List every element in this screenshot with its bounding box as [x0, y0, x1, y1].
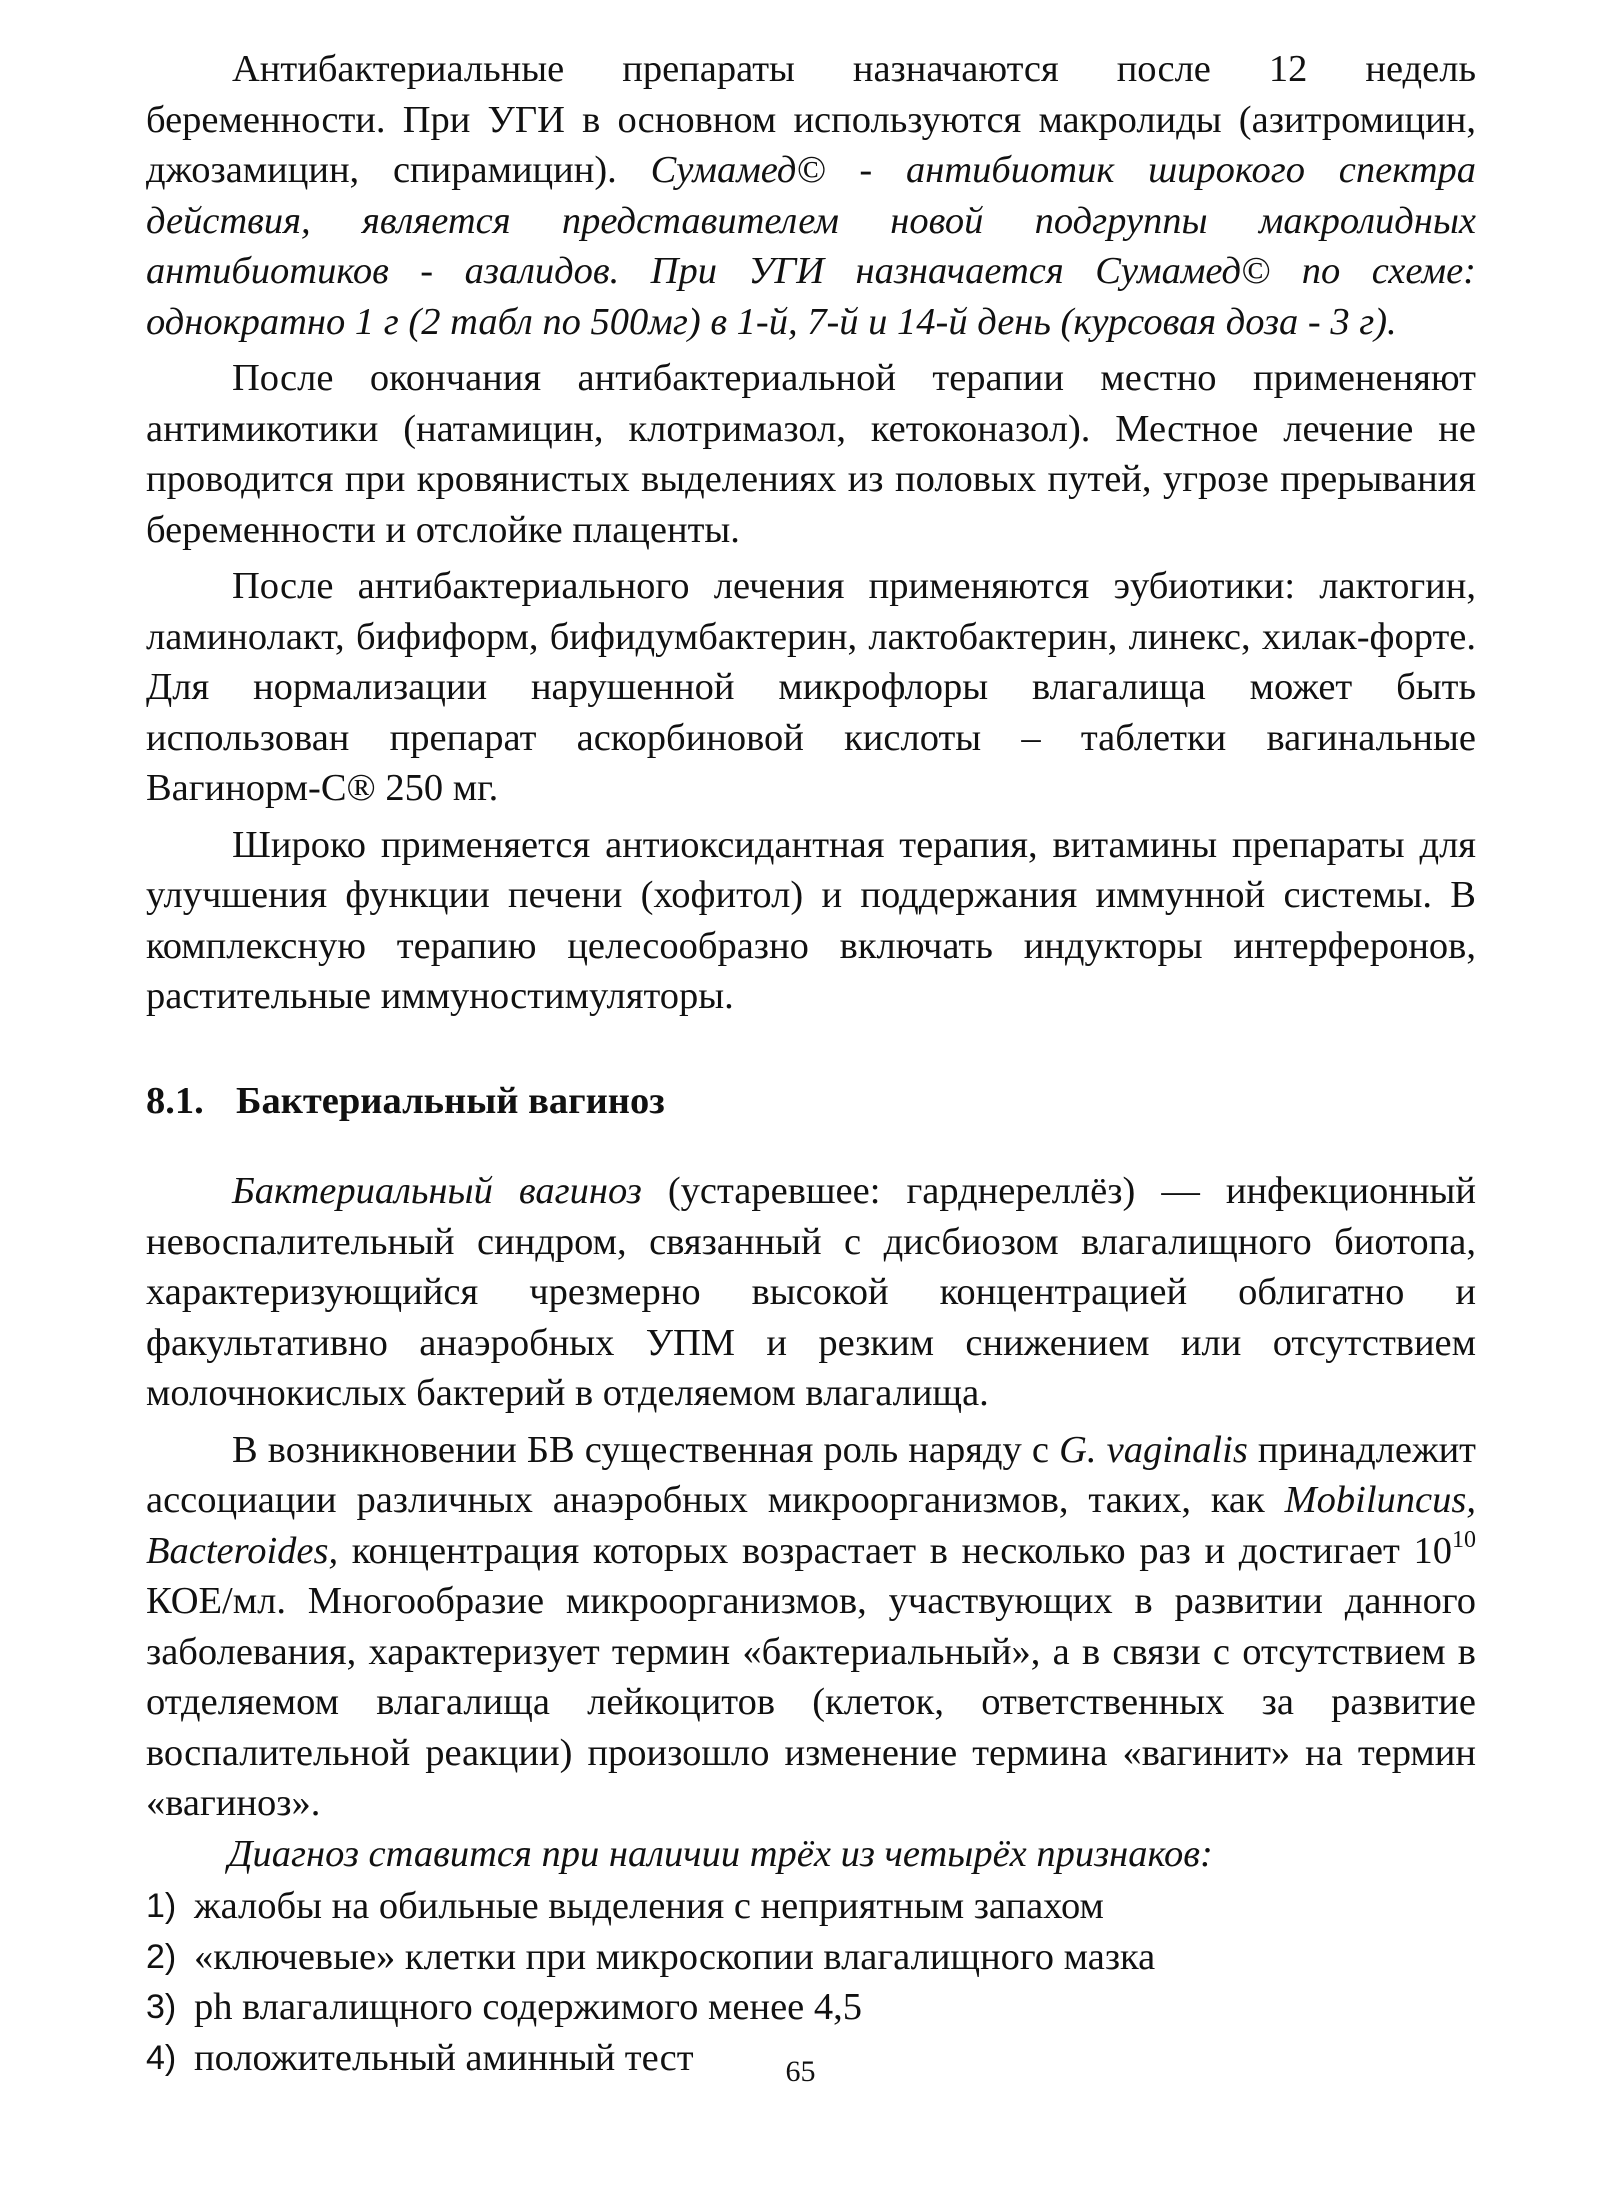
list-item-number: 3) — [146, 1988, 177, 2026]
paragraph-bv-etiology — [146, 1425, 1476, 1829]
criteria-intro: Диагноз ставится при наличии трёх из четырёх признаков: — [228, 1832, 1213, 1875]
list-item-text: жалобы на обильные выделения с неприятным запахом — [194, 1885, 1104, 1927]
paragraph-antimycotics: После окончания антибактериальной терапии местно примененяют антимикотики (натамицин, клотримазол, кетоконазол). Местное лечение не проводится при кровянистых выделениях из половых путей, угрозе прерывания беременности и отслойке плаценты. — [146, 357, 1476, 551]
page-body — [146, 44, 1476, 2083]
page-number: 65 — [785, 2055, 816, 2088]
list-item-number: 4) — [146, 2038, 177, 2077]
list-item-text: ph влагалищного содержимого менее 4,5 — [194, 1986, 862, 2028]
list-item — [146, 1982, 1476, 2033]
section-number: 8.1. — [146, 1079, 204, 1122]
criteria-list — [146, 1881, 1476, 2083]
list-item-text: «ключевые» клетки при микроскопии влагалищного мазка — [194, 1935, 1156, 1978]
exponent: 10 — [1452, 1526, 1476, 1553]
list-item — [146, 1932, 1476, 1983]
bacterial-genera: Mobiluncus, Bacteroides, — [146, 1479, 1476, 1572]
bv-text-c: концентрация которых возрастает в несколько раз и достигает 10 — [338, 1529, 1452, 1572]
paragraph-antioxidant: Широко применяется антиоксидантная терапия, витамины препараты для улучшения функции печени (хофитол) и поддержания иммунной системы. В комплексную терапию целесообразно включать индукторы интерферонов, растительные иммуностимуляторы. — [146, 823, 1476, 1017]
bv-text-a: В возникновении БВ существенная роль наряду с — [232, 1428, 1060, 1471]
list-item-text: положительный аминный тест — [194, 2036, 694, 2079]
section-heading — [146, 1076, 1476, 1127]
definition-text: (устаревшее: гарднереллёз) — инфекционный невоспалительный синдром, связанный с дисбиозом влагалищного биотопа, характеризующийся чрезмерно высокой концентрацией облигатно и факультативно анаэробных УПМ и резким снижением или отсутствием молочнокислых бактерий в отделяемом влагалища. — [146, 1170, 1476, 1414]
paragraph-antibacterial-text: Антибактериальные препараты назначаются после 12 недель беременности. При УГИ в основном используются макролиды (азитромицин, джозамицин, спирамицин). — [146, 48, 1476, 191]
g-vaginalis: G. vaginalis — [1059, 1428, 1248, 1471]
paragraph-eubiotics: После антибактериального лечения применяются эубиотики: лактогин, ламинолакт, бифиформ, бифидумбактерин, лактобактерин, линекс, хилак-форте. Для нормализации нарушенной микрофлоры влагалища может быть использован препарат аскорбиновой кислоты – таблетки вагинальные Вагинорм-С® 250 мг. — [146, 565, 1476, 809]
bv-text-d: КОЕ/мл. Многообразие микроорганизмов, участвующих в развитии данного заболевания, характеризует термин «бактериальный», а в связи с отсутствием в отделяемом влагалища лейкоцитов (клеток, ответственных за развитие воспалительной реакции) произошло изменение термина «вагинит» на термин «вагиноз». — [146, 1580, 1476, 1824]
definition-term: Бактериальный вагиноз — [232, 1170, 642, 1212]
bv-text-b: принадлежит ассоциации различных анаэробных микроорганизмов, таких, как — [146, 1428, 1476, 1521]
list-item-number: 2) — [146, 1937, 177, 1976]
paragraph-definition — [146, 1166, 1476, 1419]
list-item-number: 1) — [146, 1887, 177, 1925]
section-title: Бактериальный вагиноз — [236, 1079, 665, 1122]
sumamed-note: Сумамед© - антибиотик широкого спектра действия, является представителем новой подгруппы макролидных антибиотиков - азалидов. При УГИ назначается Сумамед© по схеме: однократно 1 г (2 табл по 500мг) в 1-й, 7-й и 14-й день (курсовая доза - 3 г). — [146, 149, 1476, 343]
paragraph-antibacterial — [146, 44, 1476, 347]
list-item — [146, 1881, 1476, 1932]
